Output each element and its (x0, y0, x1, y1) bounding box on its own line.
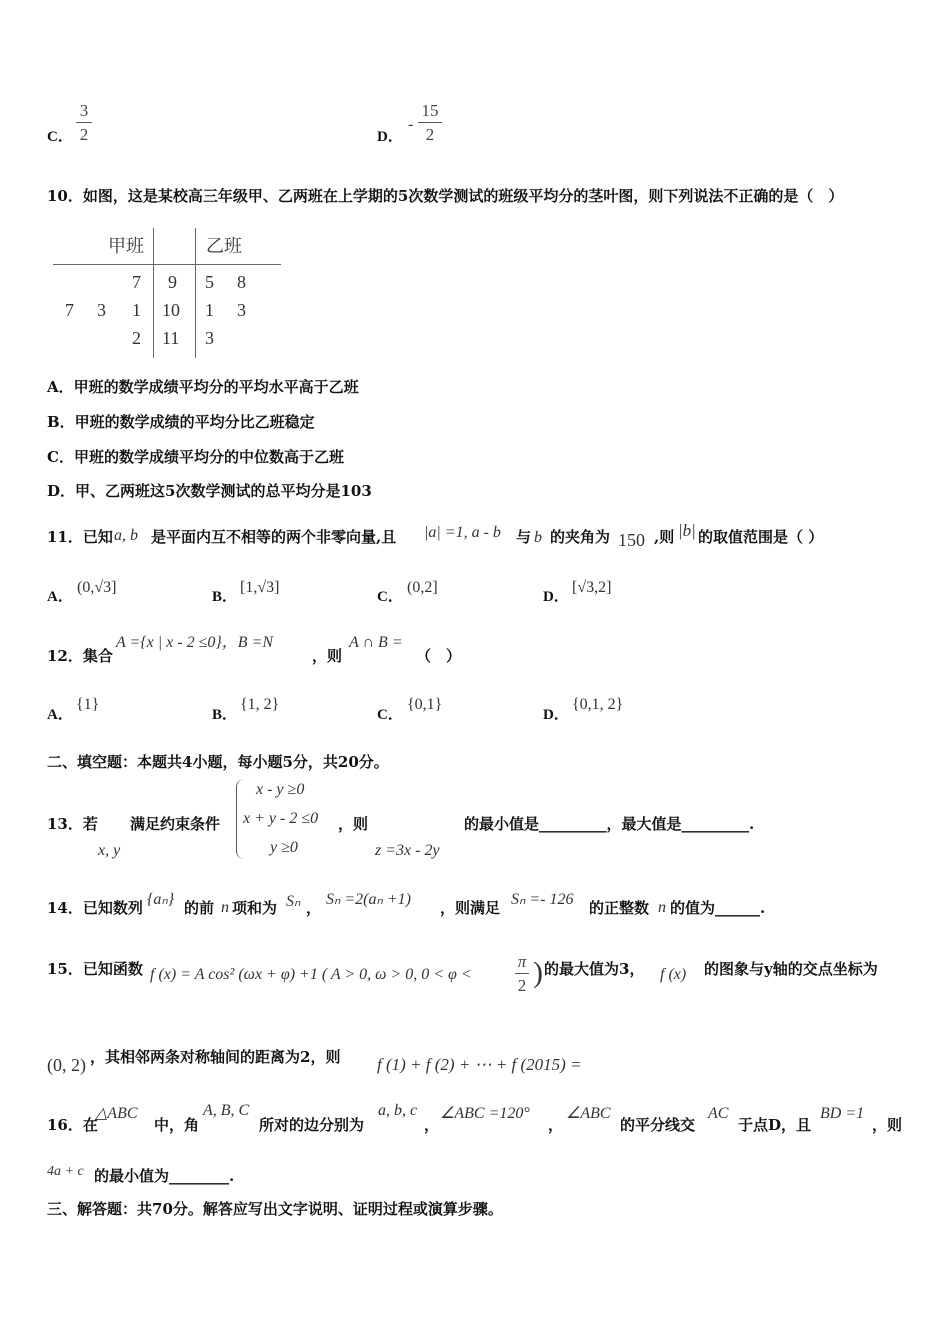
q13-objective: z =3x - 2y (375, 842, 440, 859)
q11-option-a-math: (0,√3] (77, 579, 117, 596)
q11-mid: 是平面内互不相等的两个非零向量,且 (151, 528, 397, 546)
q15-pi-over-two (515, 953, 529, 994)
q11-mid3: 的夹角为 (550, 528, 611, 546)
q11-mid2: 与 (516, 528, 532, 546)
q9-option-d-label: D． (377, 129, 403, 145)
leaf-right-r1-1: 5 (205, 272, 214, 292)
q11-option-d-math: [√3,2] (572, 579, 612, 596)
q11-option-b-math: [1,√3] (240, 579, 280, 596)
q12-option-d-math: {0,1, 2} (572, 696, 624, 713)
q16-comma2: ， (548, 1116, 564, 1134)
q16-mid4: 于点D，且 (738, 1116, 812, 1134)
q14-mid4: 的正整数 (589, 899, 650, 917)
q10-option-c: C．甲班的数学成绩平均分的中位数高于乙班 (47, 448, 344, 466)
q16-bisector-angle: ∠ABC (566, 1105, 611, 1122)
q12-expression: A ∩ B = (349, 634, 403, 651)
q11-option-a-label: A． (47, 589, 73, 605)
q16-mid2: 所对的边分别为 (259, 1116, 365, 1134)
q15-point: (0, 2) (47, 1055, 86, 1075)
q11-abs-b: |b| (678, 521, 696, 540)
q13-constraint-1: x - y ≥0 (256, 781, 305, 798)
q10-option-b: B．甲班的数学成绩的平均分比乙班稳定 (47, 413, 315, 431)
q14-tail: 的值为______. (670, 899, 766, 917)
q12-option-d-label: D． (543, 707, 569, 723)
q14-condition: Sₙ =- 126 (511, 891, 574, 908)
q11-option-c-label: C． (377, 589, 403, 605)
q14-prefix: 14．已知数列 (47, 899, 143, 917)
q12-option-c-math: {0,1} (407, 696, 443, 713)
q9-c-numerator: 3 (79, 101, 89, 120)
stem-r1: 9 (168, 272, 177, 292)
q16-mid: 中，角 (154, 1116, 200, 1134)
q14-n2: n (658, 899, 666, 916)
q11-option-b-label: B． (212, 589, 238, 605)
q14-formula: Sₙ =2(aₙ +1) (326, 891, 411, 908)
q13-mid: 满足约束条件 (130, 815, 221, 833)
q12-prefix: 12．集合 (47, 647, 113, 665)
section-2-heading: 二、填空题：本题共4小题，每小题5分，共20分。 (47, 753, 389, 771)
q12-tail: （ ） (416, 647, 462, 665)
q16-angles: A, B, C (203, 1102, 250, 1119)
q16-expression: 4a + c (47, 1164, 84, 1179)
q13-prefix: 13．若 (47, 815, 98, 833)
q14-mid: 的前 (184, 899, 215, 917)
q9-d-denominator: 2 (425, 125, 435, 144)
q14-mid3: ，则满足 (440, 899, 501, 917)
leaf-left-r3-1: 2 (132, 328, 141, 348)
q13-constraint-3: y ≥0 (270, 839, 298, 856)
q12-option-b-label: B． (212, 707, 238, 723)
q15-mid: 的最大值为3， (544, 960, 645, 978)
stem-leaf-plot (50, 228, 290, 363)
q14-sn: Sₙ (286, 893, 301, 910)
q15-function: f (x) = A cos² (ωx + φ) +1 ( A > 0, ω > 0, 0 < φ < (150, 966, 472, 983)
q11-angle: 150 (618, 530, 645, 550)
q15-prefix: 15．已知函数 (47, 960, 143, 978)
q16-triangle: △ABC (95, 1105, 138, 1122)
q16-ac: AC (708, 1105, 729, 1122)
q15-close-paren: ) (533, 956, 543, 989)
q16-tail: ，则 (872, 1116, 903, 1134)
stem-r2: 10 (162, 300, 180, 320)
leaf-left-r1-1: 7 (132, 272, 141, 292)
q16-prefix: 16．在 (47, 1116, 98, 1134)
q15-two: 2 (517, 976, 527, 995)
q15-tail: 的图象与y轴的交点坐标为 (704, 960, 878, 978)
plot-header-right: 乙班 (206, 236, 242, 257)
q16-line2-tail: 的最小值为________. (94, 1167, 235, 1185)
q9-d-numerator: 15 (421, 101, 439, 120)
stem-r3: 11 (162, 328, 180, 348)
q11-option-d-label: D． (543, 589, 569, 605)
q12-option-a-math: {1} (76, 696, 100, 713)
q12-mid: ，则 (312, 647, 343, 665)
q9-option-c-fraction (76, 102, 92, 143)
q16-mid3: 的平分线交 (620, 1116, 696, 1134)
q11-mid4: ,则 (654, 528, 675, 546)
plot-header-left: 甲班 (108, 236, 144, 257)
q10-option-a: A．甲班的数学成绩平均分的平均水平高于乙班 (47, 378, 359, 396)
q15-line2-mid: ，其相邻两条对称轴间的距离为2，则 (90, 1048, 341, 1066)
q14-sequence: {aₙ} (147, 891, 175, 908)
q9-c-denominator: 2 (79, 125, 89, 144)
q12-option-c-label: C． (377, 707, 403, 723)
q13-vars: x, y (98, 842, 121, 859)
q16-angle-value: ∠ABC =120° (440, 1105, 530, 1122)
leaf-left-r2-3: 1 (132, 300, 141, 320)
q14-mid2: 项和为 (232, 899, 278, 917)
leaf-right-r2-2: 3 (237, 300, 246, 320)
leaf-left-r2-2: 3 (97, 300, 106, 320)
section-3-heading: 三、解答题：共70分。解答应写出文字说明、证明过程或演算步骤。 (47, 1200, 503, 1218)
q16-comma: ， (424, 1116, 440, 1134)
q13-constraint-2: x + y - 2 ≤0 (243, 810, 319, 827)
q15-fx: f (x) (660, 966, 687, 983)
q15-pi: π (517, 952, 527, 971)
q11-vars: a, b (114, 527, 138, 544)
q13-then: ，则 (338, 815, 369, 833)
q9-option-c-label: C． (47, 129, 73, 145)
q11-prefix: 11．已知 (47, 528, 113, 546)
leaf-right-r3-1: 3 (205, 328, 214, 348)
q14-comma: ， (306, 899, 322, 917)
q11-condition: |a| =1, a - b (424, 524, 501, 541)
q12-set-definition: A ={x | x - 2 ≤0}，B =N (116, 634, 274, 651)
q12-option-b-math: {1, 2} (240, 696, 280, 713)
leaf-right-r2-1: 1 (205, 300, 214, 320)
q12-option-a-label: A． (47, 707, 73, 723)
q16-sides: a, b, c (378, 1102, 418, 1119)
leaf-left-r2-1: 7 (65, 300, 74, 320)
q14-n: n (221, 899, 229, 916)
q11-b: b (534, 529, 542, 546)
q10-stem: 10．如图，这是某校高三年级甲、乙两班在上学期的5次数学测试的班级平均分的茎叶图，则下列说法不正确的是（ ） (47, 187, 844, 205)
q16-bd: BD =1 (820, 1105, 865, 1122)
q10-option-d: D．甲、乙两班这5次数学测试的总平均分是103 (47, 482, 372, 500)
q15-sum-expression: f (1) + f (2) + ⋯ + f (2015) = (377, 1055, 582, 1074)
q9-option-d-sign: - (408, 116, 414, 133)
leaf-right-r1-2: 8 (237, 272, 246, 292)
q13-tail: 的最小值是_________，最大值是_________. (464, 815, 755, 833)
q9-option-d-fraction (418, 102, 442, 143)
q11-tail: 的取值范围是（ ） (698, 528, 824, 546)
q11-option-c-math: (0,2] (407, 579, 438, 596)
